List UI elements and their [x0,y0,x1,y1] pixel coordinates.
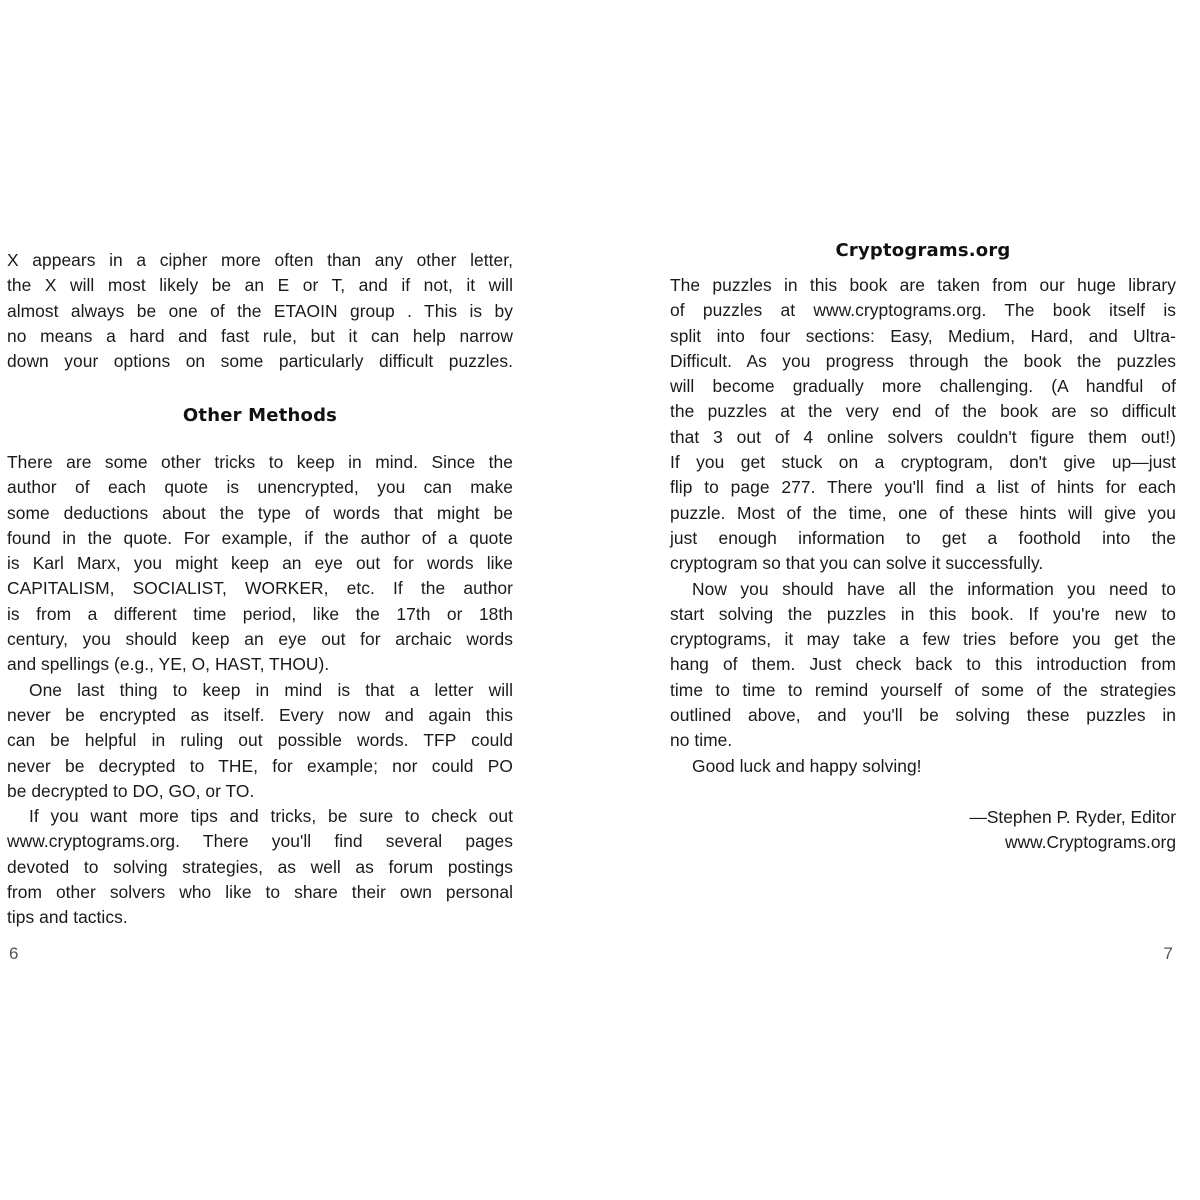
right-page [670,0,1176,1200]
left-page [7,0,513,1200]
section-heading-other-methods: Other Methods [182,405,338,426]
text-line: century, you should keep an eye out for archaic words [7,629,513,650]
editor-signature [969,805,1176,856]
cryptograms-paragraph-1 [670,273,1176,779]
text-line: One last thing to keep in mind is that a letter will [29,679,513,700]
text-line: will become gradually more challenging. (A handful of [670,376,1176,397]
text-line: cryptogram so that you can solve it successfully. [670,553,1044,574]
text-line: author of each quote is unencrypted, you can make [7,477,513,498]
text-line: the X will most likely be an E or T, and if not, it will [7,275,513,296]
text-line: Difficult. As you progress through the book the puzzles [670,350,1176,371]
text-line: and spellings (e.g., YE, O, HAST, THOU). [7,654,330,675]
text-line: is from a different time period, like the 17th or 18th [7,603,513,624]
text-line: flip to page 277. There you'll find a list of hints for each [670,477,1176,498]
page-number-left: 6 [9,944,19,963]
text-line: that 3 out of 4 online solvers couldn't figure them out!) [670,426,1176,447]
signature-name: —Stephen P. Ryder, Editor [969,807,1176,827]
text-line: cryptograms, it may take a few tries before you get the [670,629,1176,650]
text-line: from other solvers who like to share their own personal [7,882,513,903]
text-line: tips and tactics. [7,907,128,928]
text-line: There are some other tricks to keep in mind. Since the [7,452,513,472]
text-line: devoted to solving strategies, as well as forum postings [7,856,513,877]
text-line: hang of them. Just check back to this introduction from [670,654,1176,675]
text-line: found in the quote. For example, if the author of a quote [7,527,513,548]
text-line: of puzzles at www.cryptograms.org. The book itself is [670,300,1176,321]
text-line: just enough information to get a foothold into the [670,527,1176,548]
signature-website: www.Cryptograms.org [1004,832,1176,853]
other-methods-paragraph-1 [7,450,513,931]
text-line: no time. [670,730,733,751]
text-line: the puzzles at the very end of the book are so difficult [670,401,1176,422]
text-line: outlined above, and you'll be solving these puzzles in [670,705,1176,726]
text-line: down your options on some particularly difficult puzzles. [7,351,513,372]
text-line: almost always be one of the ETAOIN group . This is by [7,300,513,321]
text-line: If you get stuck on a cryptogram, don't give up—just [670,452,1176,473]
text-line: never be decrypted to THE, for example; nor could PO [7,755,513,776]
text-line: If you want more tips and tricks, be sure to check out [29,806,513,827]
text-line: can be helpful in ruling out possible words. TFP could [7,730,513,751]
text-line: is Karl Marx, you might keep an eye out for words like [7,553,513,574]
text-line: The puzzles in this book are taken from our huge library [670,275,1176,295]
text-line: some deductions about the type of words that might be [7,502,513,523]
text-line: be decrypted to DO, GO, or TO. [7,780,255,801]
text-line: CAPITALISM, SOCIALIST, WORKER, etc. If the author [7,578,513,599]
text-line: start solving the puzzles in this book. If you're new to [670,603,1176,624]
text-line: never be encrypted as itself. Every now and again this [7,704,513,725]
intro-paragraph [7,248,513,374]
text-line: puzzle. Most of the time, one of these hints will give you [670,502,1176,523]
text-line: Good luck and happy solving! [692,755,922,776]
text-line: Now you should have all the information you need to [692,578,1176,599]
text-line: no means a hard and fast rule, but it can help narrow [7,325,513,346]
text-line: www.cryptograms.org. There you'll find several pages [7,831,513,852]
text-line: time to time to remind yourself of some of the strategies [670,679,1176,700]
section-heading-cryptograms-org: Cryptograms.org [835,240,1011,261]
text-line: split into four sections: Easy, Medium, Hard, and Ultra- [670,325,1176,346]
text-line: X appears in a cipher more often than any other letter, [7,250,513,270]
page-number-right: 7 [1163,944,1173,963]
